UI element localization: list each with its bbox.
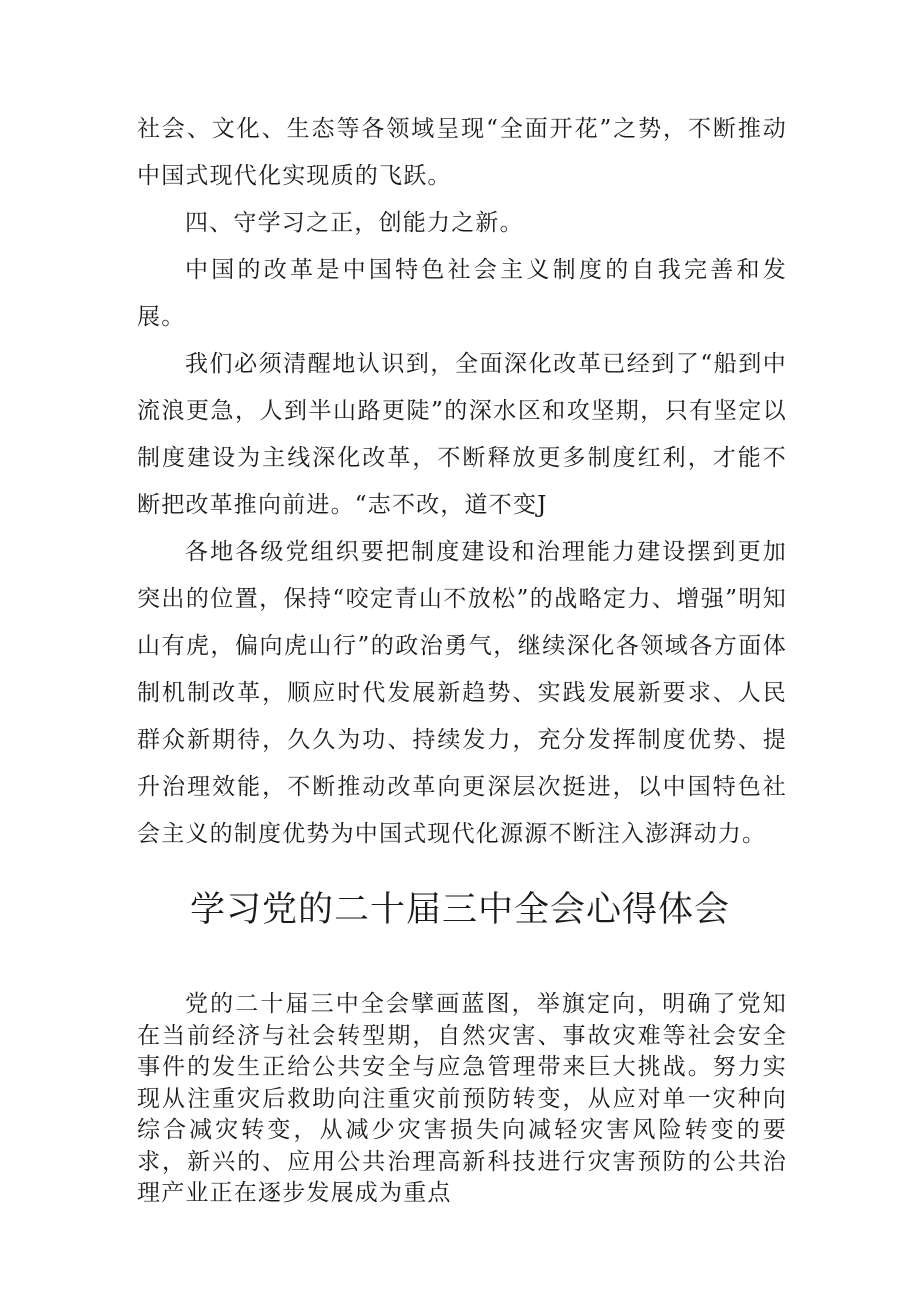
paragraph-party-organizations: 各地各级党组织要把制度建设和治理能力建设摆到更加突出的位置，保持“咬定青山不放松”的战略定力、增强”明知山有虎，偏向虎山行”的政治勇气，继续深化各领域各方面体制机制改革，顺应时代发展新趋势、实践发展新要求、人民群众新期待，久久为功、持续发力，充分发挥制度优势、提升治理效能，不断推动改革向更深层次挺进，以中国特色社会主义的制度优势为中国式现代化源源不断注入澎湃动力。 xyxy=(137,539,787,847)
paragraph-continuation: 社会、文化、生态等各领域呈现“全面开花”之势，不断推动中国式现代化实现质的飞跃。 xyxy=(137,116,787,189)
paragraph-reform: 中国的改革是中国特色社会主义制度的自我完善和发展。 xyxy=(137,257,787,330)
paragraph-recognize: 我们必须清醒地认识到，全面深化改革已经到了“船到中流浪更急，人到半山路更陡”的深水区和攻坚期，只有坚定以制度建设为主线深化改革，不断释放更多制度红利，才能不断把改革推向前进。“志不改，道不变J xyxy=(137,351,787,518)
body-section-2 xyxy=(137,989,787,1210)
body-section-1 xyxy=(137,106,787,858)
section-heading-four: 四、守学习之正，创能力之新。 xyxy=(185,210,524,236)
paragraph-intro: 党的二十届三中全会擘画蓝图，举旗定向，明确了党知在当前经济与社会转型期，自然灾害、事故灾难等社会安全事件的发生正给公共安全与应急管理带来巨大挑战。努力实现从注重灾后救助向注重灾前预防转变，从应对单一灾种向综合减灾转变，从减少灾害损失向减轻灾害风险转变的要求，新兴的、应用公共治理高新科技进行灾害预防的公共治理产业正在逐步发展成为重点 xyxy=(137,991,787,1206)
article-title: 学习党的二十届三中全会心得体会 xyxy=(189,890,730,930)
